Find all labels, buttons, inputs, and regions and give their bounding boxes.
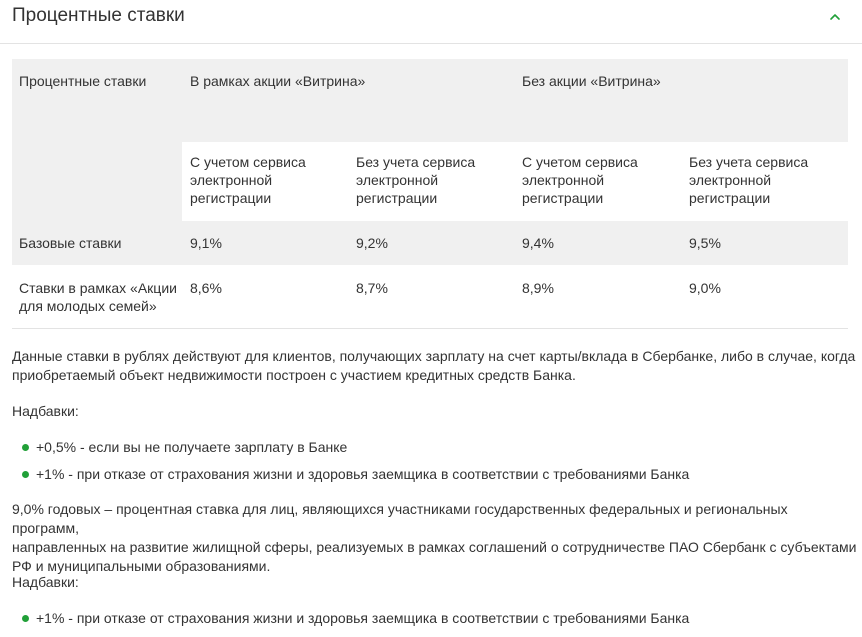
- bullet-icon: [22, 444, 29, 451]
- list-item: +1% - при отказе от страхования жизни и здоровья заемщика в соответствии с требованиями Банка: [22, 609, 675, 628]
- chevron-up-icon: [826, 8, 844, 26]
- bullet-icon: [22, 615, 29, 622]
- rate-value: 9,4%: [522, 235, 554, 251]
- surcharges-label: Надбавки:: [12, 574, 79, 590]
- rate-value: 8,6%: [190, 280, 222, 296]
- subheader-vitrina-with-service: С учетом сервиса электронной регистрации: [190, 154, 306, 206]
- subheader-vitrina-without-service: Без учета сервиса электронной регистрации: [356, 154, 476, 206]
- rate-value: 8,7%: [356, 280, 388, 296]
- subheader-no-vitrina-without-service: Без учета сервиса электронной регистрации: [689, 154, 809, 206]
- state-programs-paragraph: 9,0% годовых – процентная ставка для лиц, являющихся участниками государственных федеральных и региональных программ, направленных на развитие жилищной сферы, реализуемых в рамках соглашений о сотрудничестве ПАО Сбербанк с субъектами РФ и муниципальными образованиями.: [12, 501, 857, 574]
- header-label: Процентные ставки: [19, 73, 147, 89]
- table-header-row: [12, 59, 848, 221]
- section-header[interactable]: [0, 0, 862, 44]
- list-item: +0,5% - если вы не получаете зарплату в Банке: [22, 438, 333, 457]
- list-item: +1% - при отказе от страхования жизни и здоровья заемщика в соответствии с требованиями Банка: [22, 465, 675, 484]
- surcharges-label: Надбавки:: [12, 403, 79, 419]
- table-row-base-rates: [12, 221, 848, 265]
- section-title: Процентные ставки: [12, 5, 185, 26]
- rate-value: 9,0%: [689, 280, 721, 296]
- table-row-young-families: [12, 265, 848, 329]
- header-group-no-vitrina: Без акции «Витрина»: [522, 73, 661, 89]
- rate-value: 9,2%: [356, 235, 388, 251]
- rates-conditions-paragraph: Данные ставки в рублях действуют для клиентов, получающих зарплату на счет карты/вклада в Сбербанке, либо в случае, когда приобретаемый объект недвижимости построен с участием кредитных средств Банка.: [12, 348, 856, 383]
- rate-value: 9,5%: [689, 235, 721, 251]
- bullet-icon: [22, 471, 29, 478]
- rate-value: 9,1%: [190, 235, 222, 251]
- collapse-button[interactable]: [826, 8, 844, 26]
- rates-table: [12, 59, 848, 329]
- rate-value: 8,9%: [522, 280, 554, 296]
- row-label: Ставки в рамках «Акции для молодых семей»: [19, 280, 177, 314]
- header-group-vitrina: В рамках акции «Витрина»: [190, 73, 366, 89]
- subheader-no-vitrina-with-service: С учетом сервиса электронной регистрации: [522, 154, 638, 206]
- row-label: Базовые ставки: [19, 235, 122, 251]
